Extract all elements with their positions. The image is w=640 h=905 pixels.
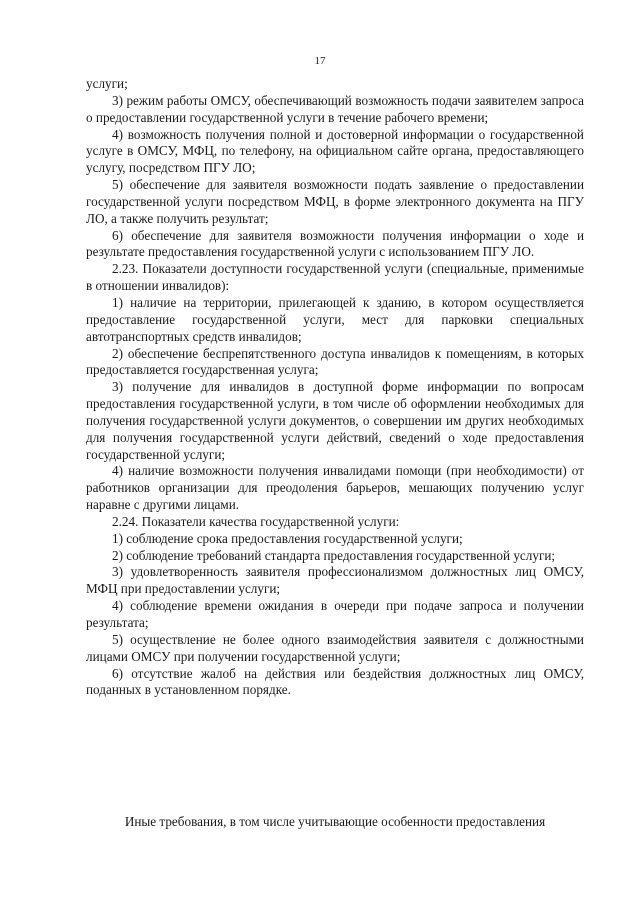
paragraph-accessibility-item-1: 1) наличие на территории, прилегающей к зданию, в котором осуществляется предоставление государственной услуги, мест для парковки специальных автотранспортных средств инвалидов; (86, 294, 584, 344)
paragraph-2-24-quality: 2.24. Показатели качества государственной услуги: (112, 513, 400, 529)
paragraph-quality-item-5: 5) осуществление не более одного взаимодействия заявителя с должностными лицами ОМСУ при получении государственной услуги; (86, 631, 584, 664)
document-body (86, 76, 584, 699)
paragraph-2-23-accessibility: 2.23. Показатели доступности государственной услуги (специальные, применимые в отношении инвалидов): (86, 261, 584, 294)
paragraph-accessibility-item-2: 2) обеспечение беспрепятственного доступа инвалидов к помещениям, в которых предоставляется государственная услуга; (86, 345, 584, 378)
paragraph-item-5-mfc-submission: 5) обеспечение для заявителя возможности подать заявление о предоставлении государственной услуги посредством МФЦ, в форме электронного документа на ПГУ ЛО, а также получить результат; (86, 177, 584, 226)
paragraph-quality-item-2: 2) соблюдение требований стандарта предоставления государственной услуги; (112, 547, 556, 563)
paragraph-item-6-status-info: 6) обеспечение для заявителя возможности получения информации о ходе и результате предоставления государственной услуги с использованием ПГУ ЛО. (86, 227, 584, 260)
paragraph-quality-item-4: 4) соблюдение времени ожидания в очереди при подаче запроса и получении результата; (86, 598, 584, 630)
paragraph-accessibility-item-4: 4) наличие возможности получения инвалидами помощи (при необходимости) от работников организации для преодоления барьеров, мешающих получению услуг наравне с другими лицами. (86, 463, 584, 513)
paragraph-item-4-information: 4) возможность получения полной и достоверной информации о государственной услуге в ОМСУ, МФЦ, по телефону, на официальном сайте органа, предоставляющего услугу, посредством ПГУ ЛО; (86, 126, 584, 176)
paragraph-quality-item-6: 6) отсутствие жалоб на действия или бездействия должностных лиц ОМСУ, поданных в установленном порядке. (86, 665, 584, 698)
paragraph-item-3-work-schedule: 3) режим работы ОМСУ, обеспечивающий возможность подачи заявителем запроса о предоставлении государственной услуги в течение рабочего времени; (86, 92, 584, 125)
paragraph-continuation: услуги; (86, 76, 128, 91)
paragraph-accessibility-item-3: 3) получение для инвалидов в доступной форме информации по вопросам предоставления государственной услуги, в том числе об оформлении необходимых для получения государственной услуги документов, о совершении им других необходимых для получения государственной услуги действий, сведений о ходе предоставления государственной услуги; (86, 379, 584, 462)
paragraph-quality-item-1: 1) соблюдение срока предоставления государственной услуги; (112, 530, 463, 546)
page-number: 17 (314, 55, 326, 67)
paragraph-quality-item-3: 3) удовлетворенность заявителя профессионализмом должностных лиц ОМСУ, МФЦ при предоставлении услуги; (86, 564, 584, 597)
section-heading: Иные требования, в том числе учитывающие особенности предоставления (124, 814, 546, 829)
